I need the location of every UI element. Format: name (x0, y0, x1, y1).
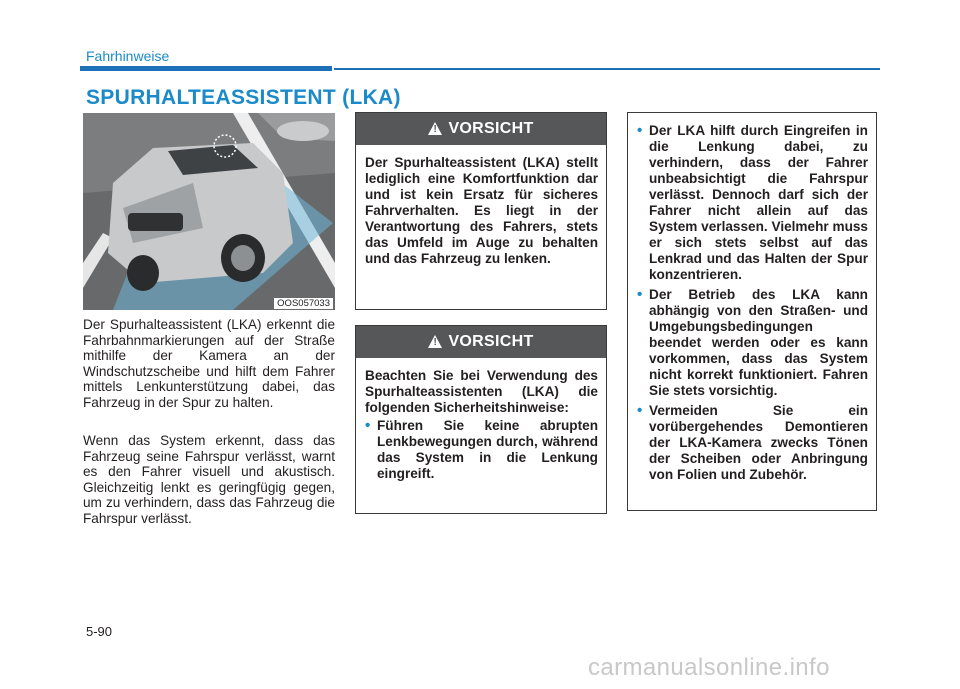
caution-bullet-list (365, 418, 598, 482)
notes-body (628, 113, 876, 495)
list-item: • Führen Sie keine abrupten Lenkbewegungen durch, während das System in die Lenkung eingreift. (365, 418, 598, 482)
page-number: 5-90 (86, 624, 113, 639)
figure-code: OOS057033 (274, 298, 333, 309)
caution-box-1 (355, 112, 607, 310)
notes-bullet-list (637, 123, 868, 483)
header-rule-thin (334, 68, 880, 70)
list-item: • Vermeiden Sie ein vorübergehendes Demontieren der LKA-Kamera zwecks Tönen der Scheiben oder Anbringung von Folien und Zubehör. (637, 403, 868, 483)
list-item: • Der LKA hilft durch Eingreifen in die Lenkung dabei, zu verhindern, dass der Fahrer unbeabsichtigt die Fahrspur verlässt. Dennoch darf sich der Fahrer nicht allein auf das System verlassen. Vielmehr muss er sich stets selbst auf das Lenkrad und das Halten der Spur konzentrieren. (637, 123, 868, 283)
caution-intro: Beachten Sie bei Verwendung des Spurhalteassistenten (LKA) die folgenden Sicherheitshinweise: (365, 368, 598, 415)
caution-header (356, 113, 606, 145)
car-lane-camera-illustration (83, 113, 335, 310)
caution-box-2 (355, 325, 607, 514)
body-paragraph-2: Wenn das System erkennt, dass das Fahrzeug seine Fahrspur verlässt, warnt es den Fahrer visuell und akustisch. Gleichzeitig lenkt es geringfügig gegen, um zu verhindern, dass das Fahrzeug die Fahrspur verlässt. (83, 433, 335, 526)
list-item: • Der Betrieb des LKA kann abhängig von den Straßen- und Umgebungsbedingungen beendet werden oder es kann vorkommen, dass das System nicht korrekt funktioniert. Fahren Sie stets vorsichtig. (637, 287, 868, 399)
caution-heading: VORSICHT (448, 333, 534, 350)
warning-triangle-icon (428, 335, 442, 348)
header-rule-thick (80, 66, 332, 71)
body-paragraph-1: Der Spurhalteassistent (LKA) erkennt die Fahrbahnmarkierungen auf der Straße mithilfe der Kamera an der Windschutzscheibe und hilft dem Fahrer mittels Lenkunterstützung dabei, das Fahrzeug in der Spur zu halten. (83, 317, 335, 410)
caution-header (356, 326, 606, 358)
page-title: SPURHALTEASSISTENT (LKA) (86, 86, 401, 109)
lka-illustration (83, 113, 335, 310)
caution-text: Der Spurhalteassistent (LKA) stellt lediglich eine Komfortfunktion dar und ist kein Ersatz für sicheres Fahrverhalten. Es liegt in der Verantwortung des Fahrers, stets das Umfeld im Auge zu behalten und das Fahrzeug zu lenken. (365, 155, 598, 266)
watermark: carmanualsonline.info (588, 654, 830, 681)
section-label: Fahrhinweise (86, 48, 170, 64)
notes-box (627, 112, 877, 511)
caution-heading: VORSICHT (448, 120, 534, 137)
caution-body (356, 358, 606, 492)
warning-triangle-icon (428, 122, 442, 135)
